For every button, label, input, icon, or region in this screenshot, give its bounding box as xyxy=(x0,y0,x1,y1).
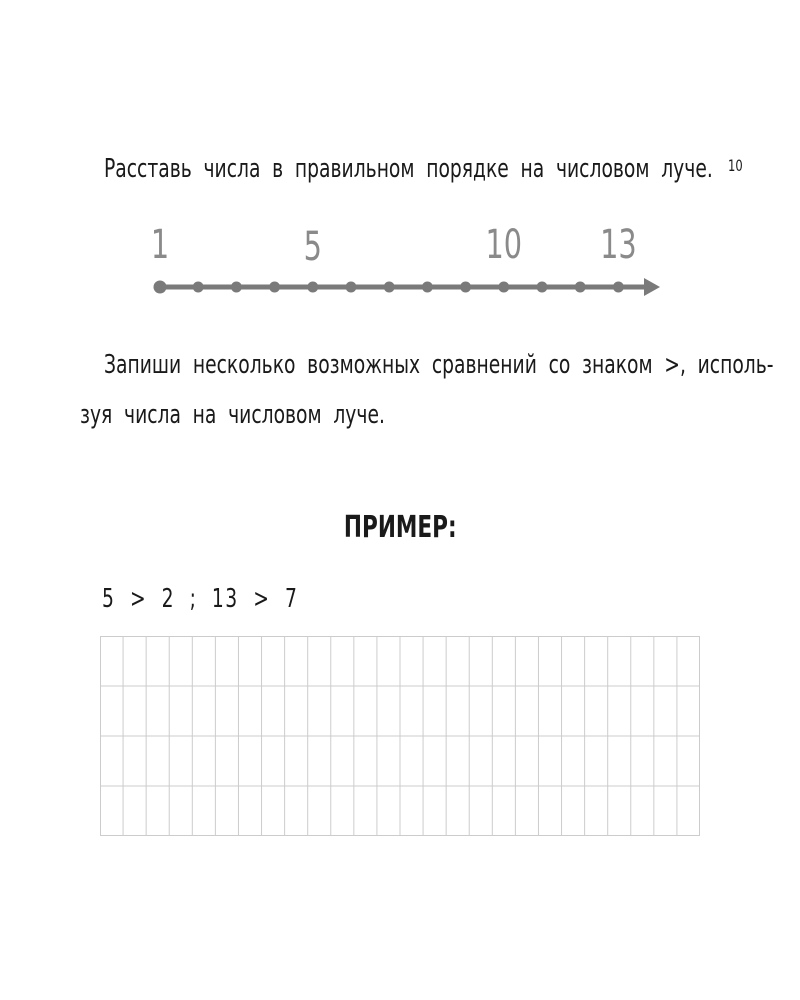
task2-instruction-line2: зуя числа на числовом луче. xyxy=(80,400,385,430)
number-ray-point-2 xyxy=(193,282,204,293)
number-ray-point-4 xyxy=(269,282,280,293)
example-text: 5 > 2 ; 13 > 7 xyxy=(102,584,299,614)
number-ray-label-10: 10 xyxy=(485,222,523,269)
number-ray-point-3 xyxy=(231,282,242,293)
answer-grid[interactable] xyxy=(100,636,700,836)
number-ray-point-7 xyxy=(384,282,395,293)
number-ray-label-13: 13 xyxy=(600,222,637,269)
number-ray-point-9 xyxy=(460,282,471,293)
number-ray-point-10 xyxy=(498,282,509,293)
example-title-text: ПРИМЕР: xyxy=(343,510,457,545)
task1-instruction: Расставь числа в правильном порядке на числовом луче. xyxy=(104,154,713,184)
number-ray-point-13 xyxy=(613,282,624,293)
number-ray-label-1: 1 xyxy=(150,222,170,269)
number-ray xyxy=(140,210,680,310)
number-ray-arrow xyxy=(644,278,660,296)
number-ray-point-11 xyxy=(537,282,548,293)
page-number: 10 xyxy=(728,156,743,175)
number-ray-point-12 xyxy=(575,282,586,293)
number-ray-label-5: 5 xyxy=(303,224,322,271)
example-title xyxy=(0,510,800,545)
number-ray-point-1 xyxy=(154,281,167,294)
task2-instruction-line1: Запиши несколько возможных сравнений со знаком >, исполь- xyxy=(104,350,774,380)
number-ray-point-6 xyxy=(346,282,357,293)
number-ray-point-5 xyxy=(307,282,318,293)
number-ray-point-8 xyxy=(422,282,433,293)
